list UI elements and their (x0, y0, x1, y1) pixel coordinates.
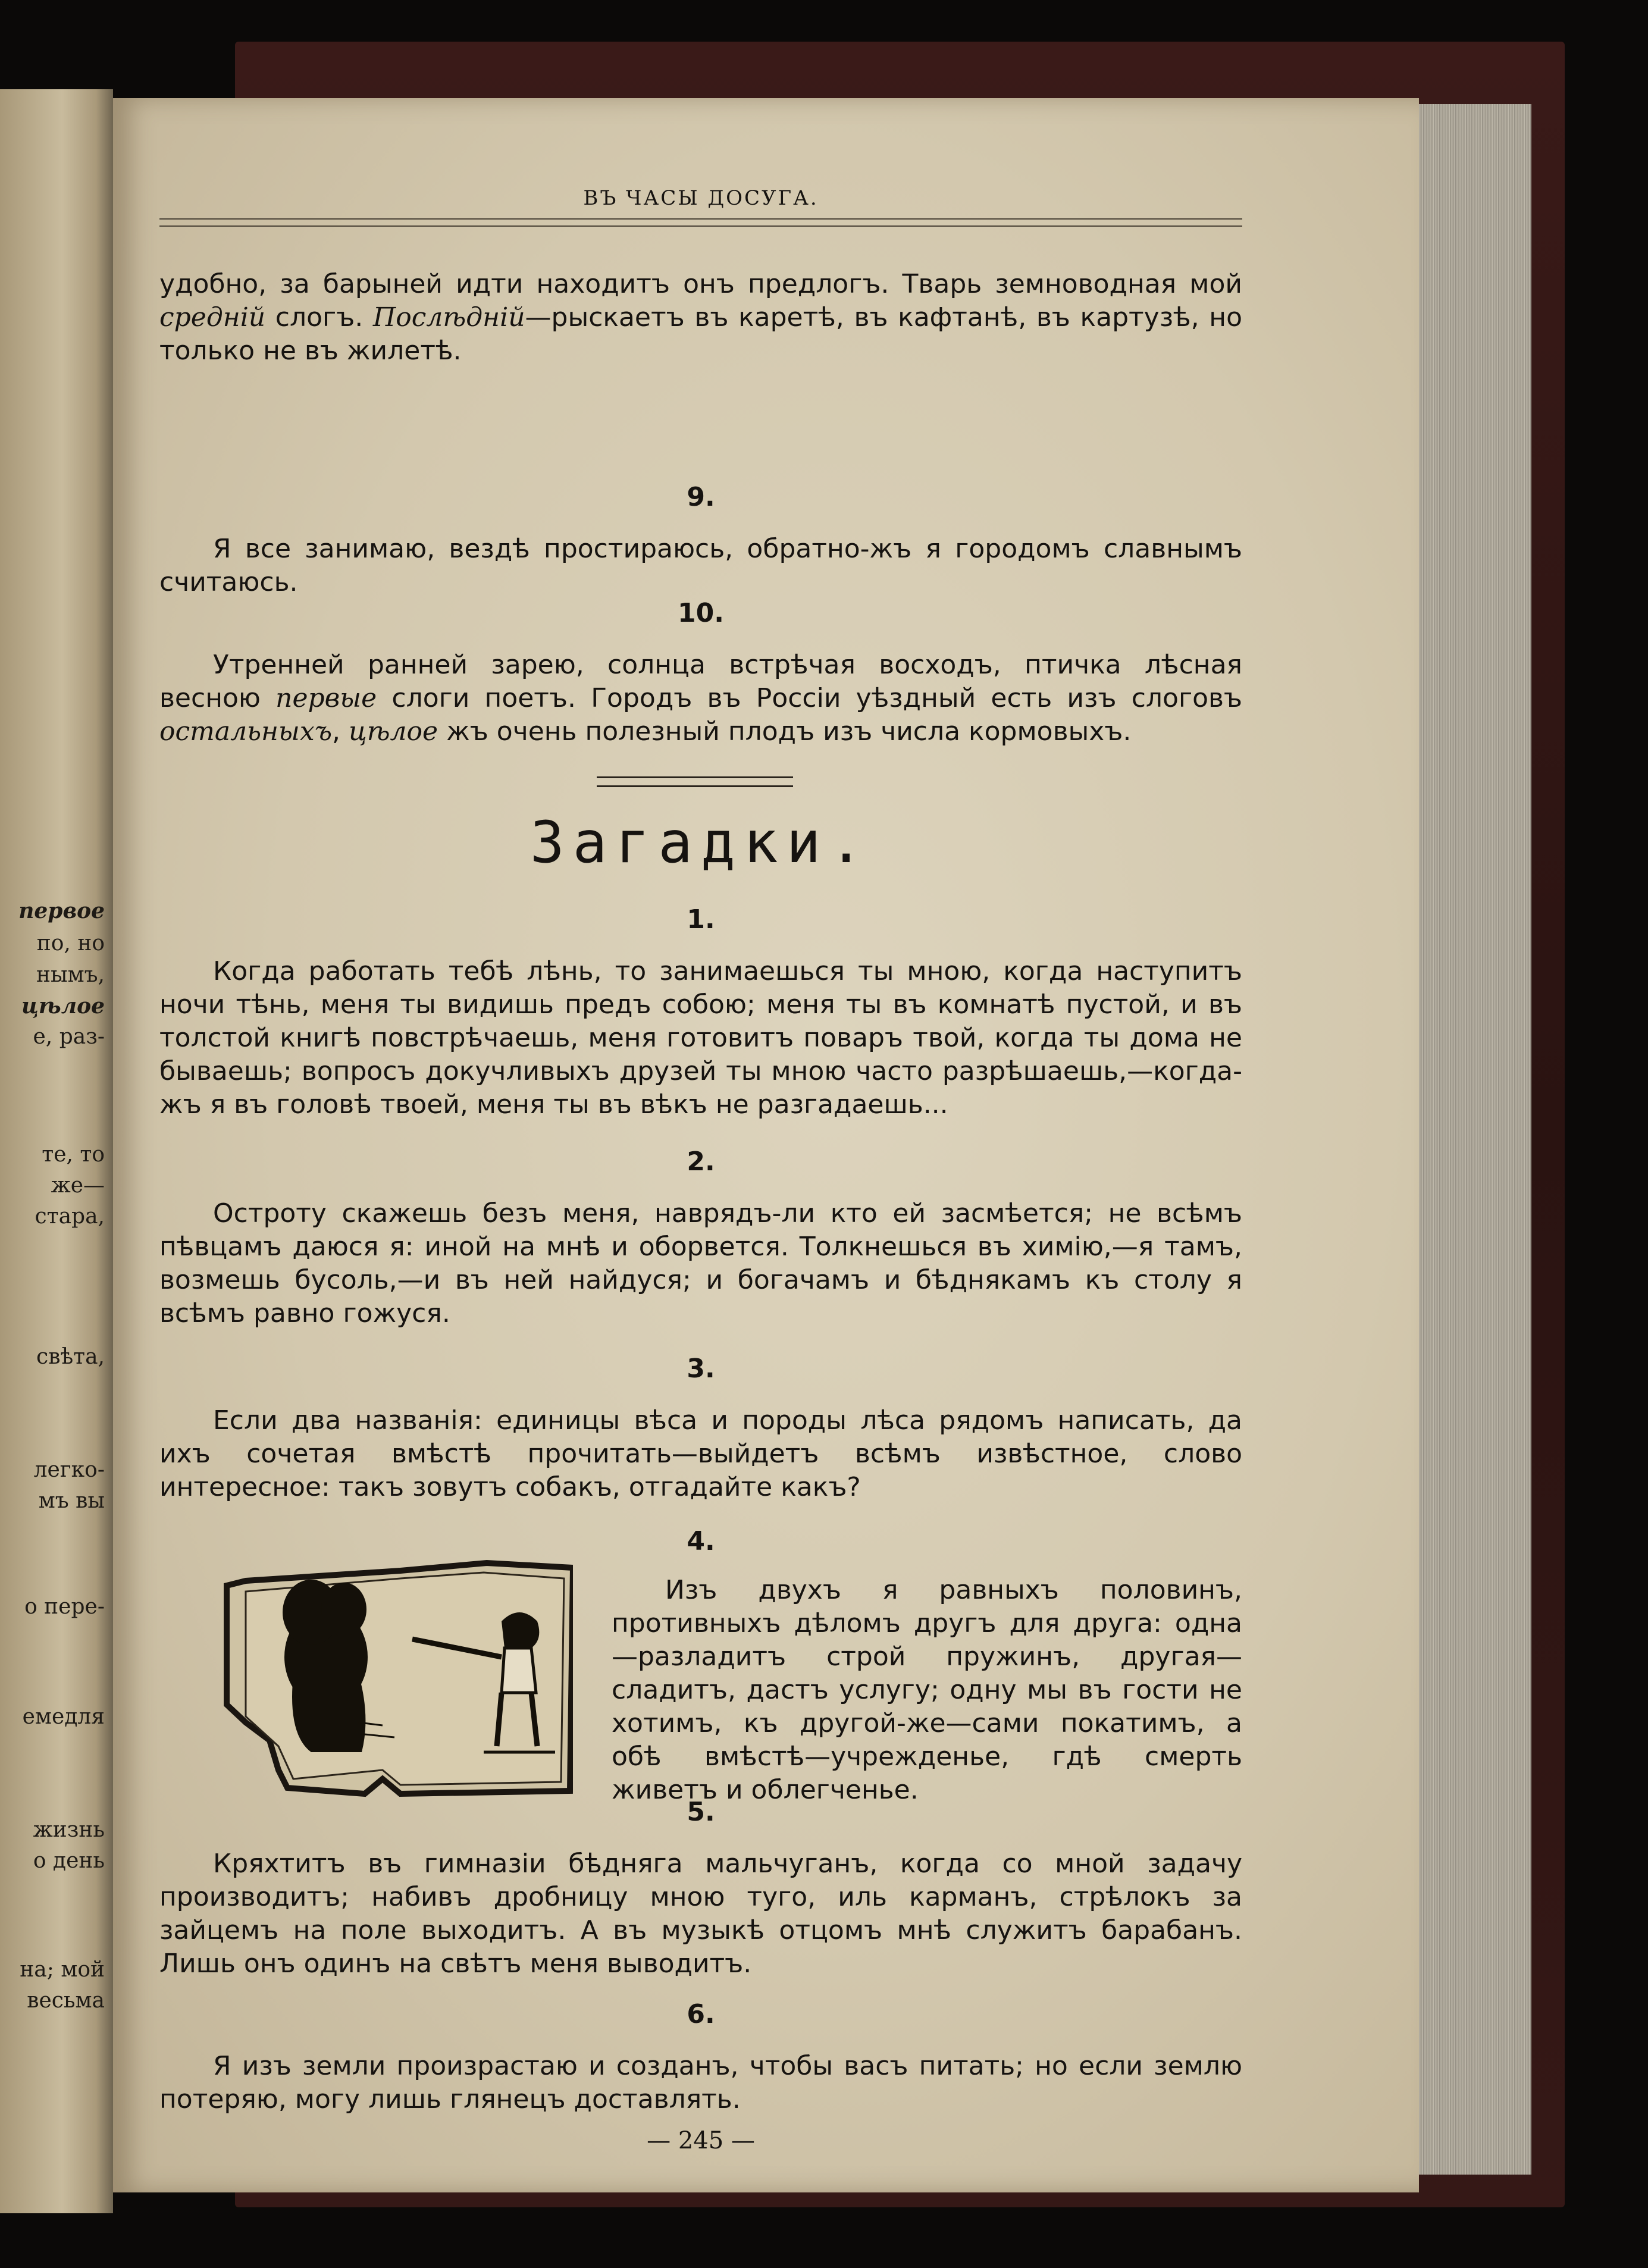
text-run: —рыскаетъ въ каретѣ, въ кафтанѣ, въ картузѣ, но только не въ жилетѣ. (159, 302, 1242, 366)
riddle-number: 3. (687, 1354, 715, 1384)
left-page-fragment: же— (51, 1173, 105, 1198)
riddle-text (159, 2050, 1242, 2116)
italic-run: средній (159, 302, 266, 333)
text-run: Я все занимаю, вездѣ простираюсь, обратно-жъ я городомъ славнымъ считаюсь. (159, 534, 1242, 597)
left-page-fragment: свѣта, (36, 1345, 105, 1369)
text-run: жъ очень полезный плодъ изъ числа кормовыхъ. (438, 716, 1132, 747)
text-run: Кряхтитъ въ гимназіи бѣдняга мальчуганъ, когда со мной задачу производитъ; набивъ дробницу мною туго, иль карманъ, стрѣлокъ за зайцемъ на поле выходитъ. А въ музыкѣ отцомъ мнѣ служитъ барабанъ. Лишь онъ одинъ на свѣтъ меня выводитъ. (159, 1849, 1242, 1979)
italic-run: цѣлое (349, 716, 438, 747)
text-run: удобно, за барыней идти находитъ онъ предлогъ. Тварь земноводная мой (159, 269, 1242, 299)
left-page-fragment: стара, (35, 1204, 105, 1229)
left-page-fragment: легко- (33, 1458, 105, 1482)
text-run: Утренней ранней зарею, солнца встрѣчая восходъ, птичка лѣсная весною (159, 650, 1242, 713)
left-page-fragment: нымъ, (36, 963, 105, 987)
text-run: , (332, 716, 349, 747)
section-divider (597, 776, 793, 787)
left-page-fragment: о день (33, 1849, 105, 1873)
riddle-illustration (222, 1544, 573, 1800)
text-run: Изъ двухъ я равныхъ половинъ, противныхъ дѣломъ другъ для друга: одна—разладитъ строй пружинъ, другая—сладитъ, дастъ услугу; одну мы въ гости не хотимъ, къ другой-же—сами покатимъ, а обѣ вмѣстѣ—учрежденье, гдѣ смерть живетъ и облегченье. (612, 1575, 1242, 1805)
charade-10-text (159, 649, 1242, 748)
book-page (113, 98, 1419, 2192)
text-run: слогъ. (265, 302, 373, 333)
italic-run: Послѣдній (372, 302, 525, 333)
page-number: — 245 — (647, 2127, 755, 2154)
left-page-fragment: на; мой (20, 1957, 105, 1982)
riddle-text (612, 1574, 1242, 1807)
riddle-text (159, 1404, 1242, 1504)
text-run: Когда работать тебѣ лѣнь, то занимаешься ты мною, когда наступитъ ночи тѣнь, меня ты видишь предъ собою; меня ты въ комнатѣ пустой, и въ толстой книгѣ повстрѣчаешь, меня готовитъ поваръ твой, когда ты дома не бываешь; вопросъ докучливыхъ друзей ты мною часто разрѣшаешь,—когда-жъ я въ головѣ твоей, меня ты въ вѣкъ не разгадаешь... (159, 956, 1242, 1120)
charade-9-text (159, 532, 1242, 599)
continued-charade-text (159, 268, 1242, 368)
section-title: Загадки. (530, 809, 872, 876)
riddle-number: 2. (687, 1146, 715, 1177)
page-stack-edge (1410, 104, 1531, 2175)
left-page-fragment: о пере- (24, 1595, 105, 1619)
charade-number-9: 9. (687, 482, 715, 512)
riddle-number: 6. (687, 1999, 715, 2029)
header-rule (159, 218, 1242, 227)
left-page-fragment: те, то (42, 1142, 105, 1167)
charade-number-10: 10. (678, 598, 724, 628)
left-page-fragment: жизнь (33, 1818, 105, 1842)
left-page-fragment: цѣлое (21, 994, 105, 1019)
text-run: Если два названія: единицы вѣса и породы лѣса рядомъ написать, да ихъ сочетая вмѣстѣ прочитать—выйдетъ всѣмъ извѣстное, слово интересное: такъ зовутъ собакъ, отгадайте какъ? (159, 1405, 1242, 1502)
left-page-fragment: по, но (36, 931, 105, 956)
text-run: Остроту скажешь безъ меня, наврядъ-ли кто ей засмѣется; не всѣмъ пѣвцамъ даюся я: иной на мнѣ и оборвется. Толкнешься въ химію,—я тамъ, возмешь бусоль,—и въ ней найдуся; и богачамъ и бѣднякамъ къ столу я всѣмъ равно гожуся. (159, 1198, 1242, 1329)
riddle-number: 1. (687, 904, 715, 935)
left-page-fragment: весьма (27, 1988, 105, 2013)
left-page-fragment: первое (18, 898, 105, 923)
text-run: слоги поетъ. Городъ въ Россіи уѣздный есть изъ слоговъ (377, 683, 1243, 713)
riddle-text (159, 1197, 1242, 1330)
riddle-number: 4. (687, 1526, 715, 1556)
text-run: Я изъ земли произрастаю и созданъ, чтобы васъ питать; но если землю потеряю, могу лишь глянецъ доставлять. (159, 2051, 1242, 2114)
left-page-fragment: емедля (22, 1705, 105, 1729)
italic-run: первые (275, 683, 377, 713)
riddle-text (159, 1847, 1242, 1981)
riddle-text (159, 955, 1242, 1122)
running-head: ВЪ ЧАСЫ ДОСУГА. (583, 186, 819, 210)
left-page-fragment: мъ вы (38, 1489, 105, 1513)
left-page-fragment: е, раз- (33, 1025, 105, 1049)
italic-run: остальныхъ (159, 716, 333, 747)
riddle-number: 5. (687, 1797, 715, 1827)
left-page-edge (0, 89, 113, 2213)
